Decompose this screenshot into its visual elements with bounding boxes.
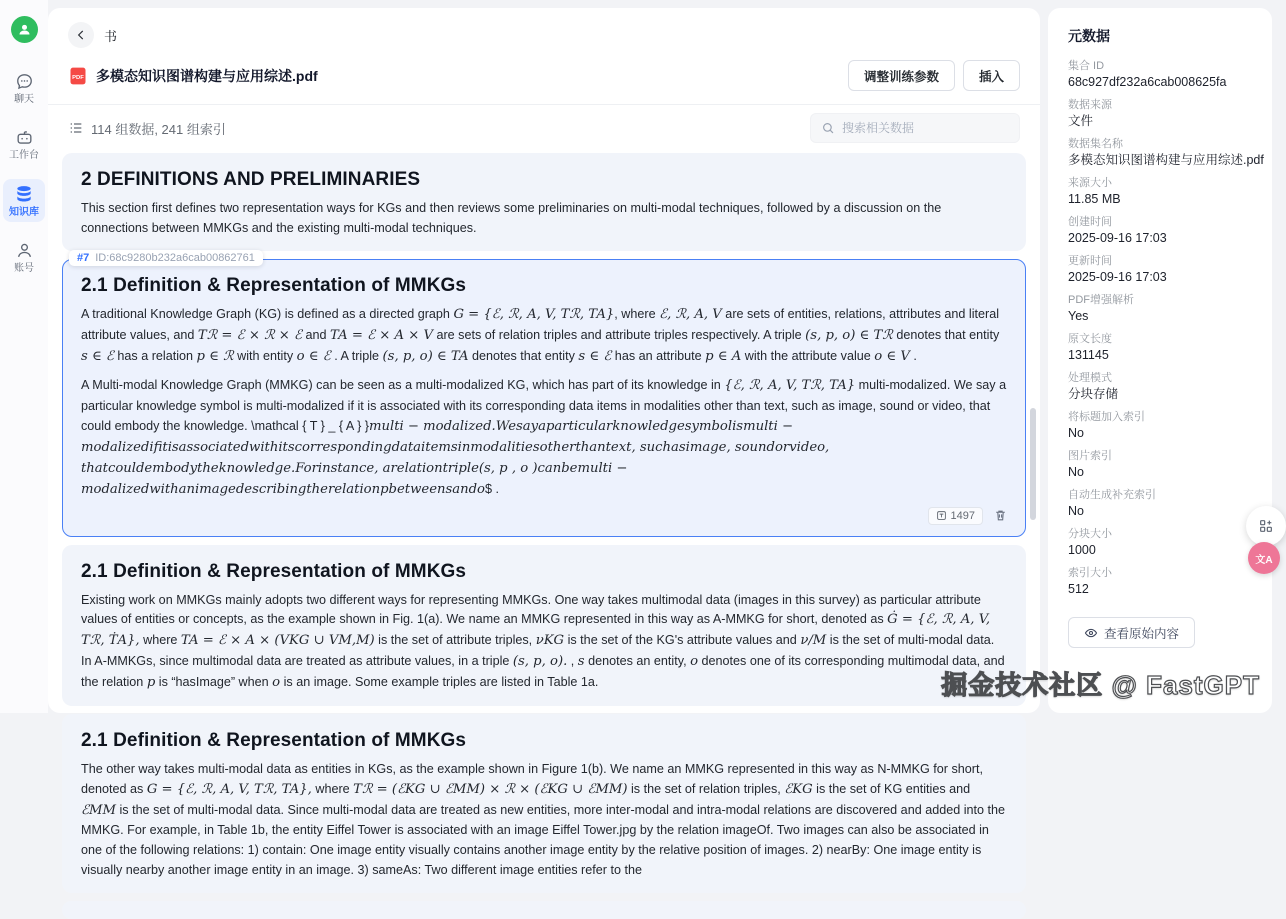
metadata-field-value: 2025-09-16 17:03	[1068, 231, 1167, 245]
metadata-field-value: 2025-09-16 17:03	[1068, 270, 1167, 284]
metadata-field	[1068, 98, 1252, 130]
metadata-field	[1068, 527, 1252, 559]
chunk-id-badge	[69, 250, 263, 266]
chunk-heading: 2.1 Definition & Representation of MMKGs	[81, 560, 467, 582]
chunk-card-3[interactable]	[62, 545, 1026, 706]
metadata-field-label: PDF增强解析	[1068, 294, 1134, 306]
metadata-field	[1068, 59, 1252, 91]
chunk-list	[48, 151, 1040, 919]
back-button[interactable]	[68, 22, 94, 48]
metadata-field	[1068, 215, 1252, 247]
chunk-paragraph: This section first defines two representation ways for KGs and then reviews some preliminaries on multi-modal techniques, followed by a discussion on the connections between MMKGs and the existing multi-modal techniques.	[81, 201, 942, 235]
sidebar-nav	[3, 67, 45, 278]
sidebar-item-chat[interactable]	[3, 67, 45, 109]
metadata-field-label: 分块大小	[1068, 528, 1112, 540]
chunk-card-1[interactable]	[62, 153, 1026, 251]
metadata-field-value: 1000	[1068, 543, 1096, 557]
eye-icon	[1084, 626, 1098, 640]
metadata-field	[1068, 488, 1252, 520]
sidebar-item-account[interactable]	[3, 236, 45, 278]
pdf-file-icon	[68, 66, 88, 86]
metadata-panel	[1048, 8, 1272, 713]
chunk-card-2-selected[interactable]	[62, 251, 1026, 537]
text-token-icon	[936, 510, 947, 521]
metadata-field-value: Yes	[1068, 309, 1089, 323]
delete-icon[interactable]	[994, 509, 1007, 522]
metadata-field	[1068, 137, 1264, 169]
person-icon	[15, 241, 34, 260]
metadata-field-label: 图片索引	[1068, 450, 1112, 462]
chunk-card-4[interactable]	[62, 714, 1026, 893]
metadata-field-value: 131145	[1068, 348, 1109, 362]
metadata-field-label: 处理模式	[1068, 372, 1112, 384]
sidebar-item-knowledge-base[interactable]	[3, 179, 45, 222]
sidebar-item-workbench[interactable]	[3, 123, 45, 165]
widgets-float-button[interactable]	[1246, 506, 1286, 546]
search-input[interactable]	[842, 121, 1009, 135]
metadata-field	[1068, 293, 1252, 325]
metadata-field	[1068, 332, 1252, 364]
metadata-title: 元数据	[1068, 28, 1110, 44]
file-header	[48, 48, 1040, 91]
sidebar-item-label: 聊天	[14, 94, 34, 105]
chat-icon	[15, 72, 34, 91]
chunk-paragraph: Existing work on MMKGs mainly adopts two different ways for representing MMKGs. One way takes multimodal data (images in this survey) as particular attribute values of entities or concepts, as the example shown in Fig. 1(a). We name an MMKG represented in this way as A-MMKG for short, denoted as Ġ = {ℰ, ℛ, A, V, Tℛ, ṪA}, where TA = ℰ × A × (VKG ∪ VM,M) is the set of attribute triples, νKG is the set of the KG's attribute values and ν/M is the set of multi-modal data. In A-MMKGs, since multimodal data are treated as attribute values, in a triple (s, p, o). , s denotes an entity, o denotes one of its corresponding multimodal data, and the relation p is “hasImage” when o is an image. Some example triples are listed in Table 1a.	[81, 592, 1005, 691]
chunk-heading: 2 DEFINITIONS AND PRELIMINARIES	[81, 169, 421, 190]
metadata-field	[1068, 566, 1252, 598]
chunk-heading: 2.1 Definition & Representation of MMKGs	[81, 274, 467, 296]
metadata-field-label: 数据来源	[1068, 99, 1112, 111]
chunk-card-5-partial[interactable]	[62, 901, 1026, 919]
metadata-field	[1068, 371, 1252, 403]
metadata-field	[1068, 176, 1252, 208]
metadata-field-value: 512	[1068, 582, 1089, 596]
data-stats	[68, 119, 226, 138]
chunk-paragraph: A traditional Knowledge Graph (KG) is defined as a directed graph G = {ℰ, ℛ, A, V, Tℛ, TA}, where ℰ, ℛ, A, V are sets of entities, relations, attributes and literal attribute values, and Tℛ = ℰ × ℛ × ℰ and TA = ℰ × A × V are sets of relation triples and attribute triples respectively. A triple (s, p, o) ∈ Tℛ denotes that entity s ∈ ℰ has a relation p ∈ ℛ with entity o ∈ ℰ . A triple (s, p, o) ∈ TA denotes that entity s ∈ ℰ has an attribute p ∈ A with the attribute value o ∈ V .	[81, 306, 1000, 364]
metadata-field-value: No	[1068, 426, 1084, 440]
metadata-field	[1068, 254, 1252, 286]
list-icon	[68, 120, 84, 136]
token-count-chip	[928, 507, 983, 525]
metadata-field-value: 分块存储	[1068, 387, 1119, 401]
insert-button[interactable]: 插入	[963, 60, 1020, 91]
search-box[interactable]	[810, 113, 1020, 143]
view-original-button[interactable]	[1068, 617, 1195, 648]
metadata-field-label: 更新时间	[1068, 255, 1112, 267]
file-name: 多模态知识图谱构建与应用综述.pdf	[96, 67, 318, 84]
metadata-field-value: No	[1068, 465, 1084, 479]
chunk-paragraph: The other way takes multi-modal data as entities in KGs, as the example shown in Figure 1(b). We name an MMKG represented in this way as N-MMKG for short, denoted as G = {ℰ, ℛ, A, V, Tℛ, TA}, where Tℛ = (ℰKG ∪ ℰMM) × ℛ × (ℰKG ∪ ℰMM) is the set of relation triples, ℰKG is the set of KG entities and ℰMM is the set of multi-modal data. Since multi-modal data are treated as new entities, more inter-modal and intra-modal relations are discovered and added into the MMKG. For example, in Table 1b, the entity Eiffel Tower is associated with an image Eiffel Tower.jpg by the relation imageOf. Two images can also be associated in one of the following relations: 1) contain: One image entity visually contains another image entity by the relative position of images. 2) nearBy: One image entity is visually nearby another image entity in an image. 3) sameAs: Two different image entities refer to the	[81, 761, 1006, 878]
arrow-left-icon	[74, 28, 88, 42]
data-stats-text: 114 组数据, 241 组索引	[91, 121, 226, 137]
translate-float-button[interactable]	[1248, 542, 1280, 574]
chunk-number: #7	[77, 251, 90, 264]
robot-icon	[15, 128, 34, 147]
chunk-paragraph: A Multi-modal Knowledge Graph (MMKG) can be seen as a multi-modalized KG, which has part of its knowledge in {ℰ, ℛ, A, V, Tℛ, TA} multi-modalized. We say a particular knowledge symbol is multi-modalized if it is associated with its corresponding data items in modalities other than text, such as image, sound or video, that could embody the knowledge. \mathcal { T } _ { A } }multi − modalized.Wesayaparticularknowledgesymbolismulti − modalizedifitisassociatedwithitscorrespondingdataitemsinmodalitiesotherthantext, suchasimage, soundorvideo, thatcouldembodytheknowledge.Forinstance, arelationtriple(s, p , o )canbemulti − modalizedwithanimagedescribingtherelationpbetweensando$ .	[81, 378, 1007, 497]
sidebar	[0, 0, 48, 713]
metadata-field-value: 11.85 MB	[1068, 192, 1121, 206]
metadata-field-value: No	[1068, 504, 1084, 518]
page-title: 书	[104, 28, 118, 44]
database-icon	[14, 184, 34, 204]
metadata-field	[1068, 449, 1252, 481]
sidebar-item-label: 工作台	[9, 150, 39, 161]
metadata-field-value: 多模态知识图谱构建与应用综述.pdf	[1068, 153, 1264, 167]
metadata-field-label: 自动生成补充索引	[1068, 489, 1156, 501]
metadata-field-label: 索引大小	[1068, 567, 1112, 579]
scrollbar-thumb[interactable]	[1030, 408, 1036, 520]
avatar[interactable]	[11, 16, 38, 43]
token-count: 1497	[950, 509, 975, 522]
chunk-heading: 2.1 Definition & Representation of MMKGs	[81, 729, 467, 751]
view-original-label: 查看原始内容	[1104, 626, 1180, 641]
metadata-field-label: 来源大小	[1068, 177, 1112, 189]
metadata-field-label: 集合 ID	[1068, 60, 1105, 72]
sidebar-item-label: 知识库	[9, 207, 39, 218]
sidebar-item-label: 账号	[14, 263, 34, 274]
translate-icon: 文A	[1255, 554, 1273, 566]
metadata-field-label: 数据集名称	[1068, 138, 1123, 150]
search-icon	[821, 121, 835, 135]
svg-text:PDF: PDF	[72, 74, 84, 81]
breadcrumb	[48, 8, 1040, 48]
metadata-field-label: 原文长度	[1068, 333, 1112, 345]
toolbar	[48, 105, 1040, 151]
adjust-training-params-button[interactable]: 调整训练参数	[848, 60, 955, 91]
watermark: 掘金技术社区 @ FastGPT	[941, 670, 1260, 700]
chunk-id: ID:68c9280b232a6cab00862761	[95, 251, 255, 264]
main-panel	[48, 8, 1040, 878]
metadata-field-value: 文件	[1068, 114, 1094, 128]
chunk-footer	[81, 507, 1007, 525]
metadata-field-label: 将标题加入索引	[1068, 411, 1145, 423]
grid-plus-icon	[1258, 518, 1274, 534]
metadata-field-value: 68c927df232a6cab008625fa	[1068, 75, 1227, 89]
user-avatar-icon	[17, 22, 32, 37]
metadata-field-label: 创建时间	[1068, 216, 1112, 228]
metadata-field	[1068, 410, 1252, 442]
